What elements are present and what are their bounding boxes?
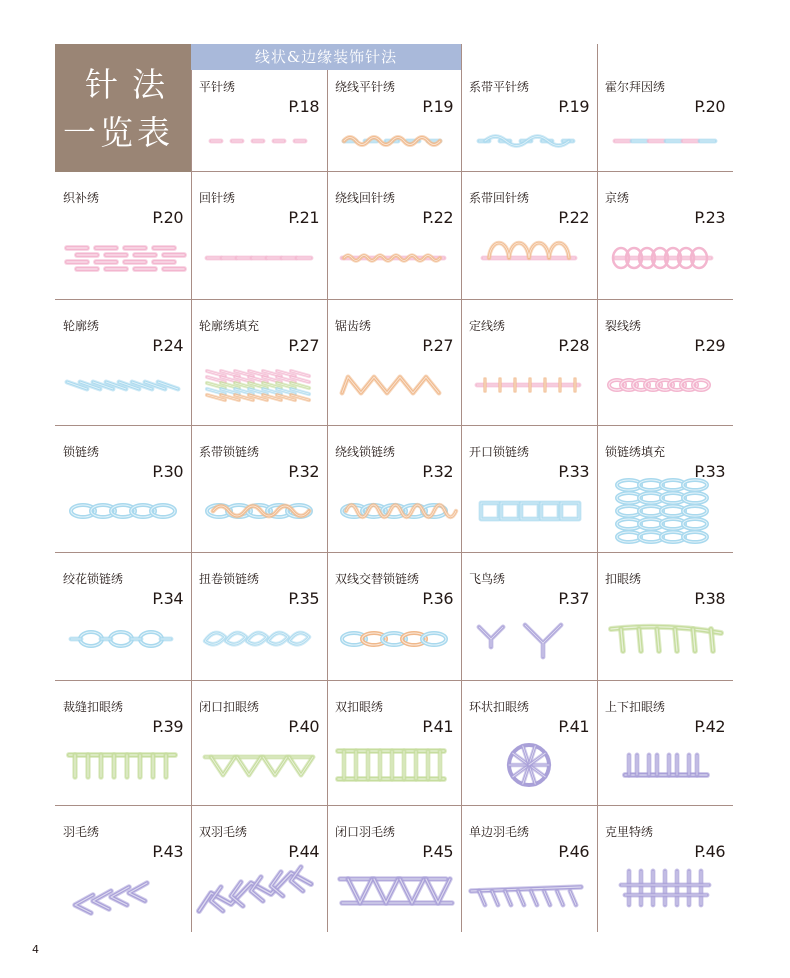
page-title-line1: 针法: [85, 65, 179, 104]
page-reference: P.41: [558, 717, 589, 736]
stitch-name: 扣眼绣: [605, 572, 642, 586]
stitch-cell-darning-stitch: [55, 171, 191, 299]
page-reference: P.41: [422, 717, 453, 736]
page-reference: P.24: [152, 336, 183, 355]
page-reference: P.28: [558, 336, 589, 355]
stitch-cell-alternating-chain-stitch: [327, 552, 461, 680]
stitch-cell-outline-stitch-fill: [191, 299, 327, 425]
page-reference: P.18: [288, 97, 319, 116]
zigzag-stitch-swatch: [327, 299, 461, 425]
stitch-name: 环状扣眼绣: [469, 700, 530, 714]
open-chain-stitch-drawing: [481, 503, 579, 519]
stitch-cell-whipped-chain-stitch: [327, 425, 461, 552]
split-stitch-drawing: [609, 380, 709, 390]
stitch-cell-outline-stitch: [55, 299, 191, 425]
whipped-running-stitch-drawing: [344, 138, 440, 145]
page-reference: P.20: [152, 208, 183, 227]
section-header: 线状&边缘装饰针法: [191, 44, 461, 70]
page-reference: P.39: [152, 717, 183, 736]
stitch-name: 霍尔拜因绣: [605, 80, 666, 94]
double-buttonhole-stitch-drawing: [338, 751, 444, 779]
stitch-name: 定线绣: [469, 319, 506, 333]
stitch-name: 京绣: [605, 191, 630, 205]
page-reference: P.37: [558, 589, 589, 608]
stitch-cell-chain-stitch-fill: [597, 425, 733, 552]
up-down-buttonhole-stitch-drawing: [625, 755, 707, 775]
stitch-cell-up-down-buttonhole-stitch: [597, 680, 733, 805]
page-reference: P.35: [288, 589, 319, 608]
stitch-cell-fly-stitch: [461, 552, 597, 680]
stitch-name: 闭口羽毛绣: [335, 825, 396, 839]
zigzag-stitch-drawing: [342, 377, 439, 393]
whipped-back-stitch-drawing: [342, 256, 444, 261]
page-reference: P.30: [152, 462, 183, 481]
stitch-name: 羽毛绣: [63, 825, 100, 839]
page-reference: P.34: [152, 589, 183, 608]
stitch-cell-whipped-running-stitch: [327, 44, 461, 171]
chain-stitch-drawing: [71, 505, 175, 517]
stitch-cell-couching-stitch: [461, 299, 597, 425]
stitch-name: 织补绣: [63, 191, 100, 205]
split-stitch-swatch: [597, 299, 733, 425]
stitch-name: 轮廓绣: [63, 319, 100, 333]
stitch-name: 系带回针绣: [469, 191, 530, 205]
page-number: 4: [32, 943, 39, 956]
laced-back-stitch-drawing: [483, 243, 575, 258]
fly-stitch-drawing: [479, 625, 561, 657]
page-reference: P.29: [694, 336, 725, 355]
stitch-name: 双扣眼绣: [335, 700, 384, 714]
stitch-name: 飞鸟绣: [469, 572, 506, 586]
page-reference: P.36: [422, 589, 453, 608]
outline-stitch-swatch: [55, 299, 191, 425]
stitch-name: 回针绣: [199, 191, 236, 205]
stitch-cell-holbein-stitch: [597, 44, 733, 171]
outline-stitch-fill-swatch: [191, 299, 327, 425]
page-reference: P.32: [422, 462, 453, 481]
outline-stitch-fill-drawing: [207, 371, 309, 400]
buttonhole-stitch-drawing: [611, 627, 721, 651]
closed-feather-stitch-drawing: [340, 879, 452, 903]
whipped-chain-stitch-drawing: [342, 505, 456, 517]
stitch-cell-closed-feather-stitch: [327, 805, 461, 932]
page-reference: P.46: [694, 842, 725, 861]
laced-running-stitch-drawing: [479, 137, 573, 146]
stitch-name: 单边羽毛绣: [469, 825, 530, 839]
stitch-name: 锯齿绣: [335, 319, 372, 333]
page-reference: P.22: [422, 208, 453, 227]
stitch-cell-back-stitch: [191, 171, 327, 299]
stitch-name: 开口锁链绣: [469, 445, 530, 459]
stitch-name: 平针绣: [199, 80, 236, 94]
stitch-cell-twisted-chain-stitch: [191, 552, 327, 680]
stitch-cell-buttonhole-wheel: [461, 680, 597, 805]
stitch-cell-double-feather-stitch: [191, 805, 327, 932]
page-reference: P.27: [288, 336, 319, 355]
stitch-name: 锁链绣填充: [605, 445, 666, 459]
page-reference: P.19: [558, 97, 589, 116]
stitch-cell-laced-chain-stitch: [191, 425, 327, 552]
stitch-cell-laced-back-stitch: [461, 171, 597, 299]
page-reference: P.19: [422, 97, 453, 116]
stitch-cell-buttonhole-stitch: [597, 552, 733, 680]
closed-buttonhole-stitch-swatch: [191, 680, 327, 805]
stitch-cell-feather-stitch: [55, 805, 191, 932]
buttonhole-wheel-swatch: [461, 680, 597, 805]
stitch-cell-running-stitch: [191, 44, 327, 171]
page-reference: P.20: [694, 97, 725, 116]
stitch-name: 绕线回针绣: [335, 191, 396, 205]
stitch-cell-whipped-back-stitch: [327, 171, 461, 299]
closed-buttonhole-stitch-drawing: [205, 757, 313, 775]
page-reference: P.44: [288, 842, 319, 861]
tailors-buttonhole-stitch-swatch: [55, 680, 191, 805]
page-reference: P.42: [694, 717, 725, 736]
double-feather-stitch-drawing: [199, 867, 311, 911]
stitch-name: 绞花锁链绣: [63, 572, 124, 586]
stitch-cell-zigzag-stitch: [327, 299, 461, 425]
up-down-buttonhole-stitch-swatch: [597, 680, 733, 805]
outline-stitch-drawing: [67, 382, 178, 389]
darning-stitch-drawing: [67, 248, 184, 269]
cretan-stitch-drawing: [621, 871, 709, 905]
stitch-cell-split-stitch: [597, 299, 733, 425]
stitch-cell-double-buttonhole-stitch: [327, 680, 461, 805]
page-reference: P.33: [694, 462, 725, 481]
double-buttonhole-stitch-swatch: [327, 680, 461, 805]
stitch-name: 系带锁链绣: [199, 445, 260, 459]
page-reference: P.46: [558, 842, 589, 861]
stitch-cell-pekinese-stitch: [597, 171, 733, 299]
stitch-name: 裁缝扣眼绣: [63, 700, 124, 714]
pekinese-stitch-drawing: [613, 248, 711, 268]
stitch-cell-single-feather-stitch: [461, 805, 597, 932]
stitch-name: 双线交替锁链绣: [335, 572, 420, 586]
page-reference: P.45: [422, 842, 453, 861]
stitch-name: 轮廓绣填充: [199, 319, 260, 333]
page-reference: P.22: [558, 208, 589, 227]
couching-stitch-drawing: [477, 379, 579, 391]
stitch-name: 扭卷锁链绣: [199, 572, 260, 586]
page-reference: P.32: [288, 462, 319, 481]
page-reference: P.33: [558, 462, 589, 481]
stitch-name: 绕线平针绣: [335, 80, 396, 94]
stitch-name: 克里特绣: [605, 825, 654, 839]
title-block: [55, 44, 191, 172]
stitch-name: 上下扣眼绣: [605, 700, 666, 714]
alternating-chain-stitch-drawing: [342, 633, 446, 645]
single-feather-stitch-drawing: [471, 887, 581, 905]
page-reference: P.43: [152, 842, 183, 861]
stitch-cell-cable-chain-stitch: [55, 552, 191, 680]
stitch-cell-laced-running-stitch: [461, 44, 597, 171]
page-reference: P.27: [422, 336, 453, 355]
buttonhole-wheel-drawing: [509, 745, 549, 785]
page-title-line2: 一览表: [63, 113, 174, 152]
laced-chain-stitch-drawing: [207, 505, 311, 517]
stitch-cell-chain-stitch: [55, 425, 191, 552]
couching-stitch-swatch: [461, 299, 597, 425]
page-reference: P.23: [694, 208, 725, 227]
stitch-cell-open-chain-stitch: [461, 425, 597, 552]
stitch-name: 绕线锁链绣: [335, 445, 396, 459]
stitch-cell-tailors-buttonhole-stitch: [55, 680, 191, 805]
stitch-name: 闭口扣眼绣: [199, 700, 260, 714]
stitch-name: 双羽毛绣: [199, 825, 248, 839]
page-reference: P.40: [288, 717, 319, 736]
cable-chain-stitch-drawing: [71, 632, 171, 646]
twisted-chain-stitch-drawing: [205, 633, 309, 644]
stitch-name: 系带平针绣: [469, 80, 530, 94]
stitch-name: 裂线绣: [605, 319, 642, 333]
stitch-cell-cretan-stitch: [597, 805, 733, 932]
feather-stitch-drawing: [75, 883, 147, 913]
chain-stitch-fill-drawing: [617, 480, 707, 542]
stitch-cell-closed-buttonhole-stitch: [191, 680, 327, 805]
stitch-name: 锁链绣: [63, 445, 100, 459]
tailors-buttonhole-stitch-drawing: [69, 755, 175, 777]
page-reference: P.38: [694, 589, 725, 608]
page-reference: P.21: [288, 208, 319, 227]
